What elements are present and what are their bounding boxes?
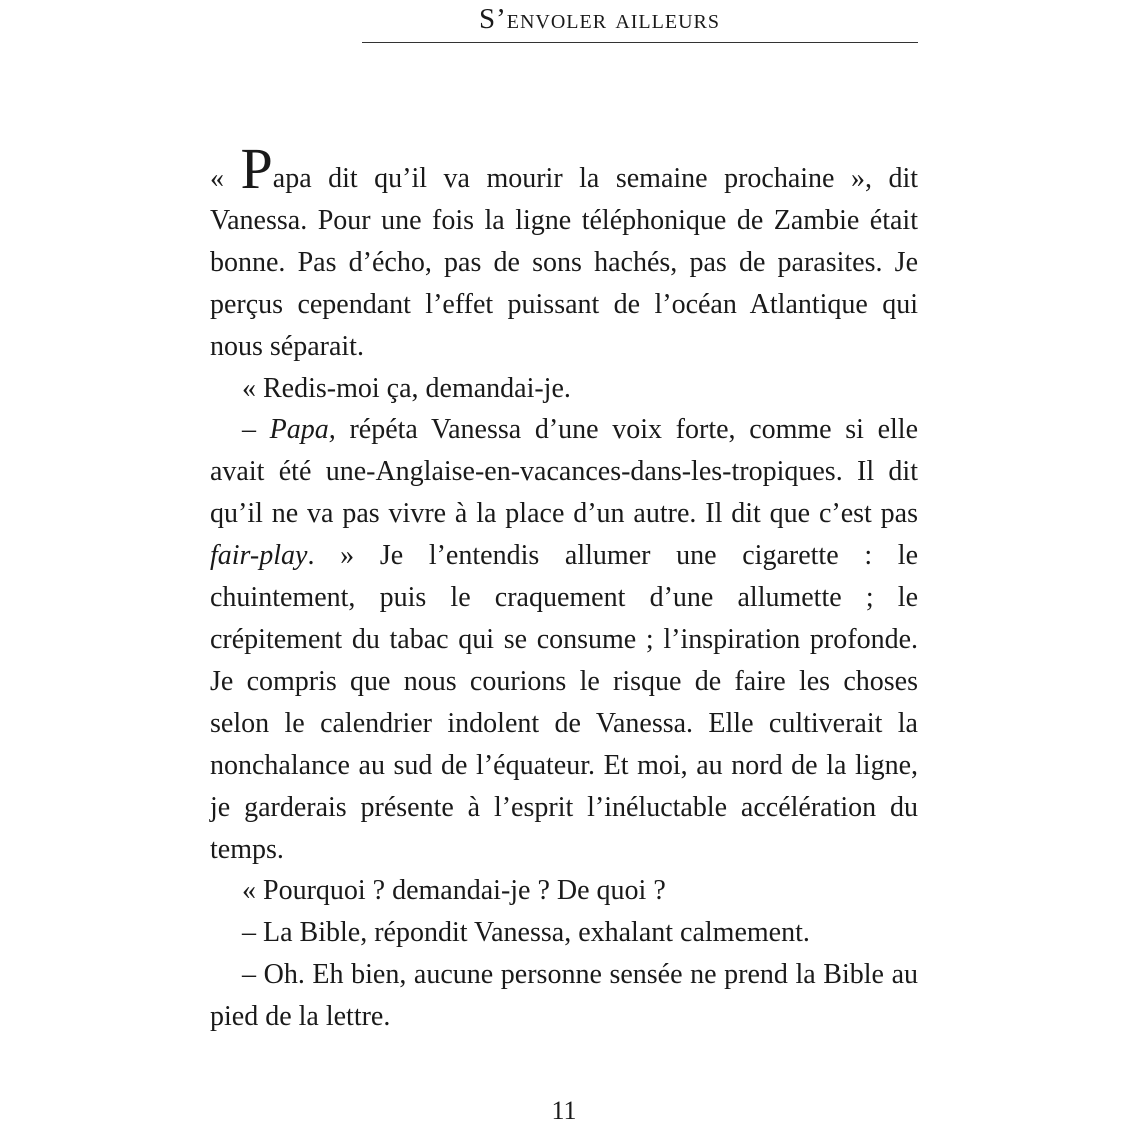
paragraph-1: [210, 136, 919, 368]
running-head: [362, 2, 918, 43]
opening-quote: «: [210, 163, 241, 194]
paragraph-2: « Redis-moi ça, demandai-je.: [242, 372, 571, 404]
dialogue-dash: –: [242, 414, 270, 446]
paragraph-6: – Oh. Eh bien, aucune personne sensée ne prend la Bible au pied de la lettre.: [210, 959, 918, 1033]
paragraph-3-text-a: répéta Vanessa d’une voix forte, comme si elle avait été une-Anglaise-en-vacances-dans-les-tropiques. Il dit qu’il ne va pas vivre à la place d’un autre. Il dit que c’est pas: [210, 414, 919, 530]
paragraph-3: [210, 409, 918, 870]
paragraph-3-text-b: . » Je l’entendis allumer une cigarette : le chuintement, puis le craquement d’une allumette ; le crépitement du tabac qui se consume ; l’inspiration profonde. Je compris que nous courions le risque de faire les choses selon le calendrier indolent de Vanessa. Elle cultiverait la nonchalance au sud de l’équateur. Et moi, au nord de la ligne, je garderais présente à l’esprit l’inéluctable accélération du temps.: [210, 540, 918, 865]
paragraph-5: – La Bible, répondit Vanessa, exhalant calmement.: [242, 917, 810, 949]
italic-fair-play: fair-play: [210, 540, 308, 572]
page-number: 11: [551, 1096, 577, 1125]
paragraph-1-text: apa dit qu’il va mourir la semaine prochaine », dit Vanessa. Pour une fois la ligne téléphonique de Zambie était bonne. Pas d’écho, pas de sons hachés, pas de parasites. Je perçus cependant l’effet puissant de l’océan Atlantique qui nous séparait.: [210, 163, 919, 362]
body-text: [210, 136, 919, 1038]
drop-cap: P: [240, 136, 273, 201]
italic-papa: Papa,: [269, 414, 336, 446]
paragraph-4: « Pourquoi ? demandai-je ? De quoi ?: [242, 875, 666, 907]
running-title: S’envoler ailleurs: [478, 3, 720, 35]
